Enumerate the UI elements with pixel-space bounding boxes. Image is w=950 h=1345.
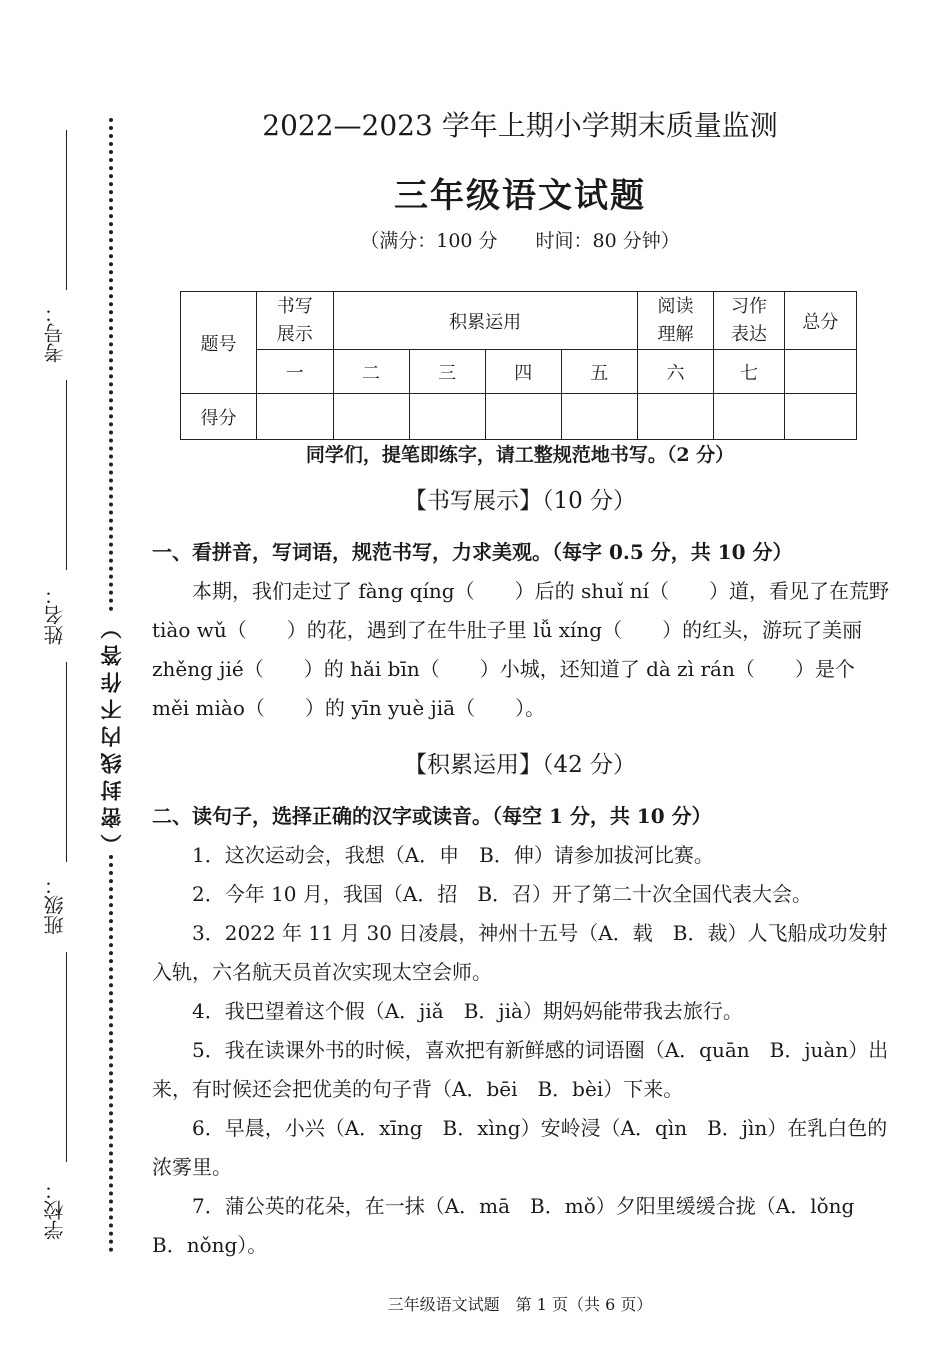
name-line[interactable] xyxy=(66,380,67,570)
handwriting-hint: 同学们，提笔即练字，请工整规范地书写。（2 分） xyxy=(305,444,735,466)
question-1-title: 一、看拼音，写词语，规范书写，力求美观。（每字 0.5 分，共 10 分） xyxy=(152,540,793,564)
subject-title: 三年级语文试题 xyxy=(394,176,646,216)
category-writing: 书写展示 xyxy=(257,292,333,350)
score-cell[interactable] xyxy=(784,394,856,440)
school-label: 学校： xyxy=(43,1180,67,1240)
list-item: 4．我巴望着这个假（A．jiǎ B．jià）期妈妈能带我去旅行。 xyxy=(192,999,743,1023)
exam-no-label: 考号： xyxy=(43,303,67,363)
section-accumulation-header: 【积累运用】（42 分） xyxy=(403,752,637,778)
score-cell[interactable] xyxy=(714,394,785,440)
score-cell[interactable] xyxy=(333,394,409,440)
score-row-label: 得分 xyxy=(181,394,257,440)
list-item: 1．这次运动会，我想（A．申 B．伸）请参加拔河比赛。 xyxy=(192,843,714,867)
list-item: 5．我在读课外书的时候，喜欢把有新鲜感的词语圈（A．quān B．juàn）出来，有时候还会把优美的句子背（A．bēi B．bèi）下来。 xyxy=(152,1038,889,1101)
list-item: 3．2022 年 11 月 30 日凌晨，神州十五号（A．载 B．裁）人飞船成功发射入轨，六名航天员首次实现太空会师。 xyxy=(152,921,888,984)
question-number: 六 xyxy=(637,350,713,394)
row-label-cell: 题号 xyxy=(181,292,257,394)
category-accumulation: 积累运用 xyxy=(333,292,637,350)
question-number: 七 xyxy=(714,350,785,394)
score-cell[interactable] xyxy=(485,394,561,440)
question-number: 二 xyxy=(333,350,409,394)
page-footer: 三年级语文试题 第 1 页（共 6 页） xyxy=(387,1295,653,1314)
list-item: 6．早晨，小兴（A．xīng B．xìng）安岭浸（A．qìn B．jìn）在乳白色的浓雾里。 xyxy=(152,1116,888,1179)
question-number: 三 xyxy=(409,350,485,394)
score-cell[interactable] xyxy=(637,394,713,440)
question-2-title: 二、读句子，选择正确的汉字或读音。（每空 1 分，共 10 分） xyxy=(152,804,712,828)
question-number: 四 xyxy=(485,350,561,394)
total-header: 总分 xyxy=(784,292,856,350)
list-item: 2．今年 10 月，我国（A．招 B．召）开了第二十次全国代表大会。 xyxy=(192,882,813,906)
class-line[interactable] xyxy=(66,662,67,862)
question-number: 五 xyxy=(561,350,637,394)
category-reading: 阅读理解 xyxy=(637,292,713,350)
exam-meta: （满分：100 分 时间：80 分钟） xyxy=(360,230,680,252)
score-table xyxy=(180,291,857,440)
class-label: 班级： xyxy=(43,875,67,935)
category-composition: 习作表达 xyxy=(714,292,785,350)
score-cell[interactable] xyxy=(409,394,485,440)
total-score-cell[interactable] xyxy=(784,350,856,394)
exam-title: 2022—2023 学年上期小学期末质量监测 xyxy=(262,109,778,142)
school-line[interactable] xyxy=(66,952,67,1162)
score-cell[interactable] xyxy=(561,394,637,440)
name-label: 姓名： xyxy=(43,585,67,645)
list-item: 7．蒲公英的花朵，在一抹（A．mā B．mǒ）夕阳里缓缓合拢（A．lǒng B．nǒng）。 xyxy=(152,1194,855,1257)
pinyin-paragraph: 本期，我们走过了 fàng qíng（ ）后的 shuǐ ní（ ）道，看见了在荒野 tiào wǔ（ ）的花，遇到了在牛肚子里 lǚ xíng（ ）的红头，游玩了美丽 zhěng jié（ ）的 hǎi bīn（ ）小城，还知道了 dà zì rán（ ）是个 měi miào（ ）的 yīn yuè jiā（ ）。 xyxy=(152,579,890,720)
question-1-body xyxy=(152,572,892,728)
section-writing-header: 【书写展示】（10 分） xyxy=(403,488,637,514)
score-cell[interactable] xyxy=(257,394,333,440)
question-number: 一 xyxy=(257,350,333,394)
exam-no-line[interactable] xyxy=(66,130,67,290)
seal-notice: （密封线内不作答） xyxy=(97,612,127,855)
question-2-items xyxy=(152,836,892,1265)
